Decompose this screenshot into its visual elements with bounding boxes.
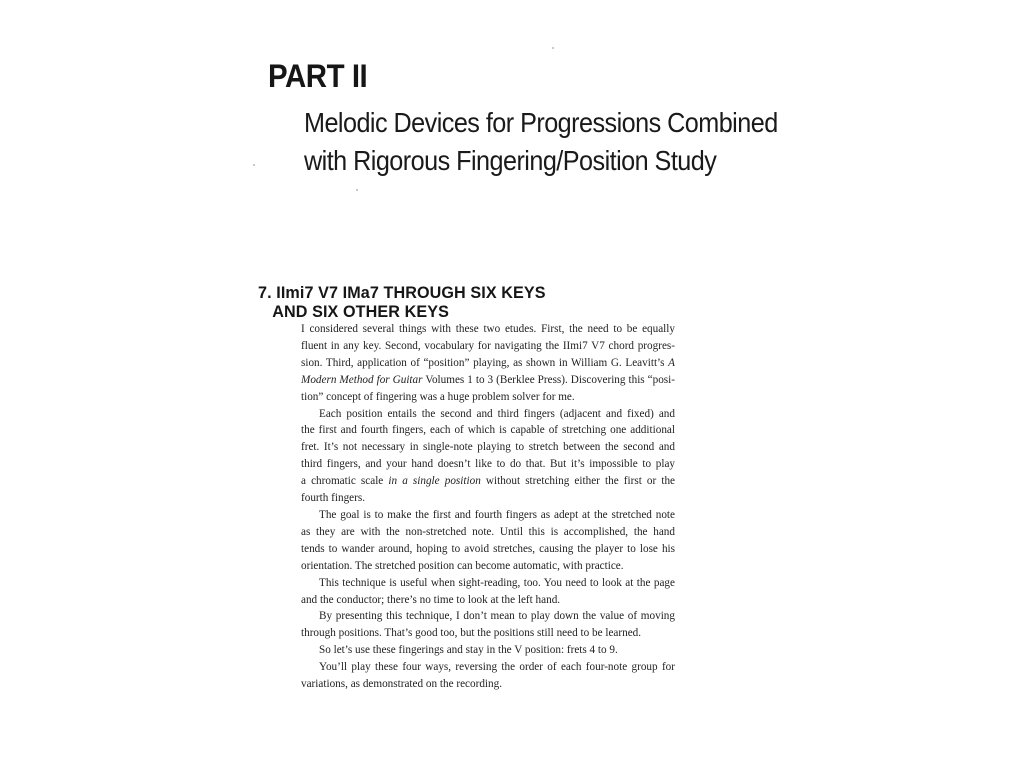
chapter-heading-line: AND SIX OTHER KEYS <box>272 302 449 321</box>
scan-speck <box>253 164 255 166</box>
book-title-italic: A <box>668 356 675 369</box>
body-line: as they are with the non-stretched note. Until this is accomplished, the hand <box>301 525 675 538</box>
chapter-heading-line: 7. IImi7 V7 IMa7 THROUGH SIX KEYS <box>258 283 546 302</box>
body-text-run: Volumes 1 to 3 (Berklee Press). Discovering this “posi- <box>425 373 675 386</box>
body-line: third fingers, and your hand doesn’t like to do that. But it’s impossible to play <box>301 458 675 471</box>
body-line: through positions. That’s good too, but the positions still need to be learned. <box>301 627 642 640</box>
body-line: fourth fingers. <box>301 492 366 505</box>
book-title-italic: Modern Method for Guitar <box>301 373 423 386</box>
body-line: and the conductor; there’s no time to look at the left hand. <box>301 593 561 606</box>
body-line <box>301 372 675 389</box>
body-line: By presenting this technique, I don’t mean to play down the value of moving <box>319 610 675 623</box>
body-line: fret. It’s not necessary in single-note playing to stretch between the second and <box>301 441 675 454</box>
part-title <box>304 104 778 180</box>
body-line: So let’s use these fingerings and stay in the V position: frets 4 to 9. <box>319 644 618 657</box>
part-title-line: Melodic Devices for Progressions Combined <box>304 107 778 138</box>
body-line: orientation. The stretched position can become automatic, with practice. <box>301 559 624 572</box>
body-text-run: sion. Third, application of “position” playing, as shown in William G. Leavitt’s <box>301 356 665 369</box>
part-label: PART II <box>268 58 368 94</box>
scan-speck <box>356 189 358 191</box>
body-line: You’ll play these four ways, reversing the order of each four-note group for <box>319 661 675 674</box>
body-text <box>301 321 675 693</box>
body-line <box>301 355 675 372</box>
body-line: tion” concept of fingering was a huge problem solver for me. <box>301 390 575 403</box>
body-text-run: without stretching either the first or the <box>485 475 675 488</box>
body-line: This technique is useful when sight-reading, too. You need to look at the page <box>319 576 675 589</box>
body-line: fluent in any key. Second, vocabulary for navigating the IImi7 V7 chord progres- <box>301 339 675 352</box>
body-line: I considered several things with these two etudes. First, the need to be equally <box>301 323 675 335</box>
body-line: Each position entails the second and third fingers (adjacent and fixed) and <box>319 407 675 420</box>
body-line: The goal is to make the first and fourth fingers as adept at the stretched note <box>319 508 675 521</box>
body-line: the first and fourth fingers, each of which is capable of stretching one additional <box>301 424 675 437</box>
scan-speck <box>552 47 554 49</box>
emphasis-italic: in a single position <box>388 475 481 488</box>
body-line: tends to wander around, hoping to avoid stretches, causing the player to lose his <box>301 542 675 555</box>
body-text-run: a chromatic scale <box>301 475 384 488</box>
body-line <box>301 473 675 490</box>
body-line: variations, as demonstrated on the recording. <box>301 678 503 691</box>
chapter-heading <box>258 283 546 321</box>
part-title-line: with Rigorous Fingering/Position Study <box>304 145 717 176</box>
